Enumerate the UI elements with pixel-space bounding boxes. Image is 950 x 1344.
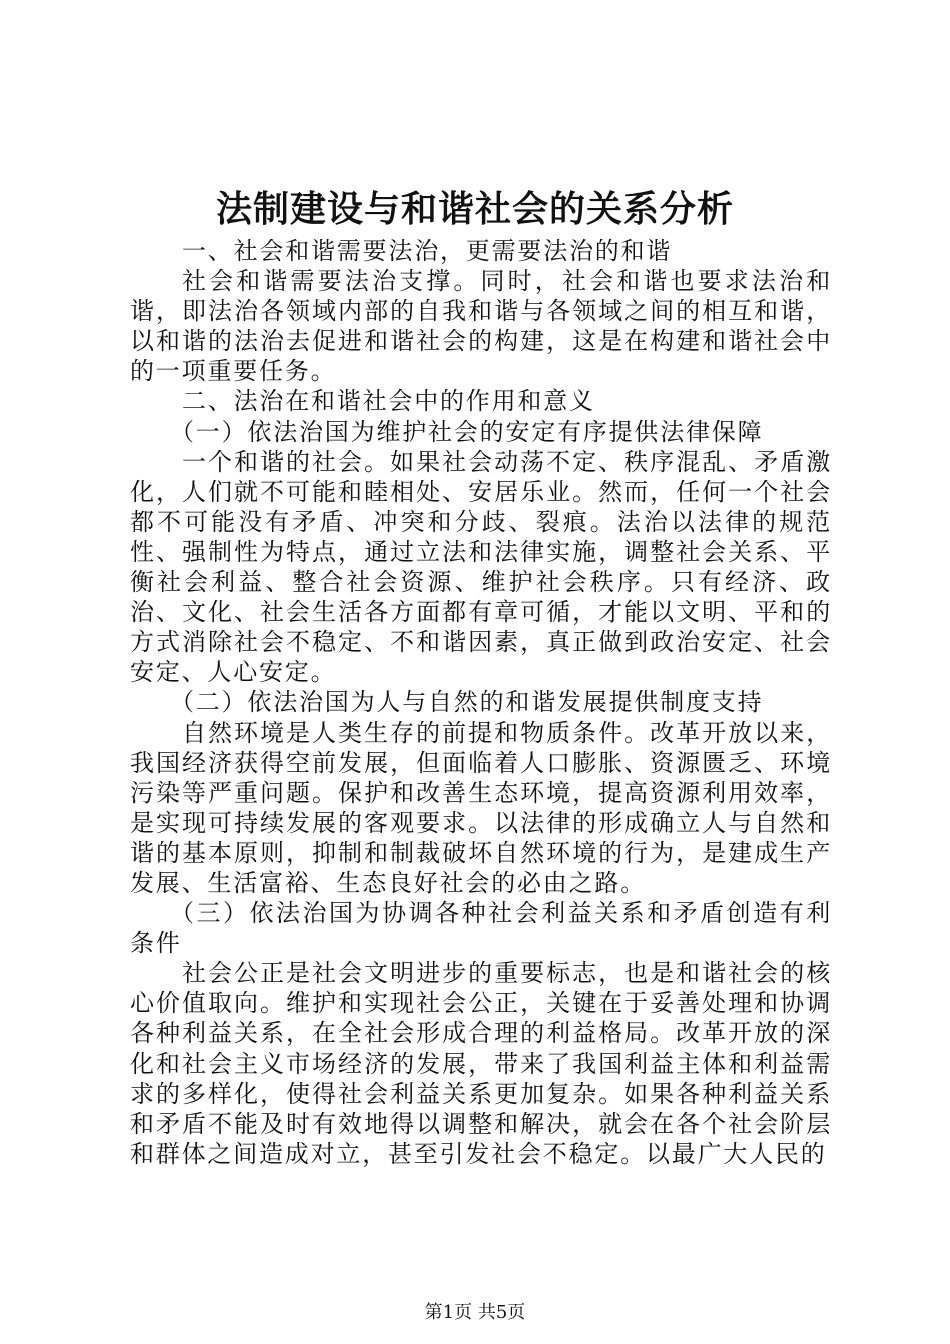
section-heading-1: 一、社会和谐需要法治，更需要法治的和谐 xyxy=(182,237,673,265)
document-title: 法制建设与和谐社会的关系分析 xyxy=(215,189,734,230)
paragraph: 社会公正是社会文明进步的重要标志，也是和谐社会的核心价值取向。维护和实现社会公正，关键在于妥善处理和协调各种利益关系，在全社会形成合理的利益格局。改革开放的深化和社会主义市场经济的发展，带来了我国利益主体和利益需求的多样化，使得社会利益关系更加复杂。如果各种利益关系和矛盾不能及时有效地得以调整和解决，就会在各个社会阶层和群体之间造成对立，甚至引发社会不稳定。以最广大人民的 xyxy=(130,959,832,1168)
document-body xyxy=(130,236,832,1169)
paragraph: 一个和谐的社会。如果社会动荡不定、秩序混乱、矛盾激化，人们就不可能和睦相处、安居乐业。然而，任何一个社会都不可能没有矛盾、冲突和分歧、裂痕。法治以法律的规范性、强制性为特点，通过立法和法律实施，调整社会关系、平衡社会利益、整合社会资源、维护社会秩序。只有经济、政治、文化、社会生活各方面都有章可循，才能以文明、平和的方式消除社会不稳定、不和谐因素，真正做到政治安定、社会安定、人心安定。 xyxy=(130,447,832,687)
subsection-heading-1: （一）依法治国为维护社会的安定有序提供法律保障 xyxy=(170,417,764,446)
paragraph: 自然环境是人类生存的前提和物质条件。改革开放以来，我国经济获得空前发展，但面临着人口膨胀、资源匮乏、环境污染等严重问题。保护和改善生态环境，提高资源利用效率，是实现可持续发展的客观要求。以法律的形成确立人与自然和谐的基本原则，抑制和制裁破坏自然环境的行为，是建成生产发展、生活富裕、生态良好社会的必由之路。 xyxy=(130,718,832,897)
subsection-heading-2: （二）依法治国为人与自然的和谐发展提供制度支持 xyxy=(170,688,764,717)
paragraph: 社会和谐需要法治支撑。同时，社会和谐也要求法治和谐，即法治各领域内部的自我和谐与各领域之间的相互和谐，以和谐的法治去促进和谐社会的构建，这是在构建和谐社会中的一项重要任务。 xyxy=(130,267,832,386)
section-heading-2: 二、法治在和谐社会中的作用和意义 xyxy=(182,387,595,416)
subsection-heading-3: （三）依法治国为协调各种社会利益关系和矛盾创造有利条件 xyxy=(130,899,832,958)
page-number-footer: 第1页 共5页 xyxy=(424,1302,526,1323)
